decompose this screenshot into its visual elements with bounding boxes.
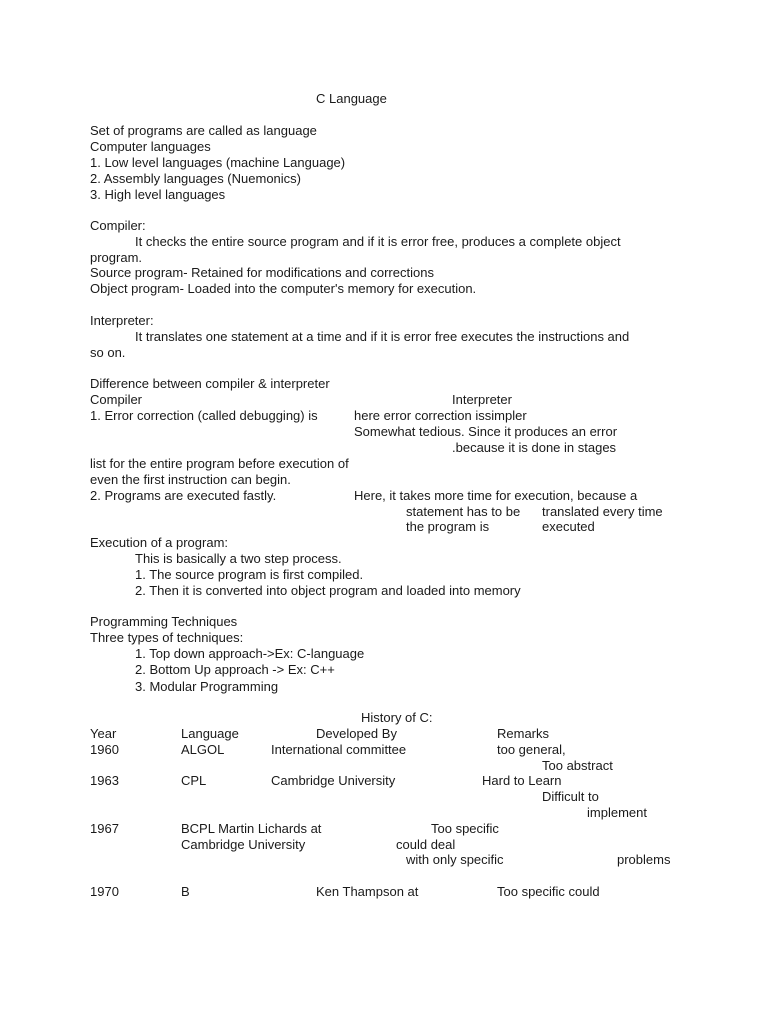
page-title: C Language xyxy=(316,91,387,106)
paragraph-line: This is basically a two step process. xyxy=(135,551,342,566)
table-cell: International committee xyxy=(271,742,407,757)
paragraph-line: Source program- Retained for modifications and corrections xyxy=(90,265,434,280)
table-cell: list for the entire program before execution of xyxy=(90,456,349,471)
list-item: 3. High level languages xyxy=(90,187,226,202)
list-item: 2. Bottom Up approach -> Ex: C++ xyxy=(135,662,335,677)
table-cell: BCPL Martin Lichards at xyxy=(181,821,322,836)
table-cell: .because it is done in stages xyxy=(452,440,617,455)
table-cell: here error correction issimpler xyxy=(354,408,527,423)
column-header-interpreter: Interpreter xyxy=(452,392,512,407)
table-cell: implement xyxy=(587,805,647,820)
section-heading-history: History of C: xyxy=(361,710,433,725)
table-cell: Cambridge University xyxy=(181,837,306,852)
table-cell: Here, it takes more time for execution, because a xyxy=(354,488,638,503)
table-cell: Somewhat tedious. Since it produces an error xyxy=(354,424,618,439)
list-item: 1. Low level languages (machine Language) xyxy=(90,155,346,170)
section-heading-interpreter: Interpreter: xyxy=(90,313,154,328)
column-header-year: Year xyxy=(90,726,117,741)
table-cell: Hard to Learn xyxy=(482,773,562,788)
paragraph-line: so on. xyxy=(90,345,126,360)
table-cell: 1970 xyxy=(90,884,119,899)
table-cell: ALGOL xyxy=(181,742,225,757)
list-item: 2. Assembly languages (Nuemonics) xyxy=(90,171,301,186)
list-item: 1. Top down approach->Ex: C-language xyxy=(135,646,365,661)
table-cell: with only specific xyxy=(406,852,504,867)
list-item: 2. Then it is converted into object program and loaded into memory xyxy=(135,583,521,598)
table-cell: B xyxy=(181,884,190,899)
table-cell: 2. Programs are executed fastly. xyxy=(90,488,277,503)
table-cell: 1. Error correction (called debugging) is xyxy=(90,408,318,423)
paragraph-line: Object program- Loaded into the computer's memory for execution. xyxy=(90,281,477,296)
table-cell: 1967 xyxy=(90,821,119,836)
table-cell: executed xyxy=(542,519,595,534)
table-cell: Ken Thampson at xyxy=(316,884,419,899)
section-heading-difference: Difference between compiler & interpreter xyxy=(90,376,330,391)
table-cell: Cambridge University xyxy=(271,773,396,788)
intro-line: Computer languages xyxy=(90,139,211,154)
paragraph-line: It checks the entire source program and if it is error free, produces a complete object xyxy=(135,234,621,249)
table-cell: Too abstract xyxy=(542,758,613,773)
table-cell: Too specific xyxy=(431,821,499,836)
table-cell: Difficult to xyxy=(542,789,599,804)
column-header-remarks: Remarks xyxy=(497,726,550,741)
table-cell: too general, xyxy=(497,742,566,757)
table-cell: statement has to be xyxy=(406,504,521,519)
paragraph-line: It translates one statement at a time and if it is error free executes the instructions and xyxy=(135,329,630,344)
section-heading-execution: Execution of a program: xyxy=(90,535,229,550)
table-cell: the program is xyxy=(406,519,490,534)
section-heading-compiler: Compiler: xyxy=(90,218,146,233)
column-header-developed-by: Developed By xyxy=(316,726,397,741)
table-cell: 1963 xyxy=(90,773,119,788)
table-cell: even the first instruction can begin. xyxy=(90,472,291,487)
intro-line: Set of programs are called as language xyxy=(90,123,317,138)
table-cell: Too specific could xyxy=(497,884,600,899)
list-item: 3. Modular Programming xyxy=(135,679,279,694)
table-cell: CPL xyxy=(181,773,207,788)
section-heading-techniques: Programming Techniques xyxy=(90,614,238,629)
table-cell: translated every time xyxy=(542,504,663,519)
table-cell: could deal xyxy=(396,837,456,852)
table-cell: problems xyxy=(617,852,671,867)
paragraph-line: program. xyxy=(90,250,143,265)
column-header-compiler: Compiler xyxy=(90,392,143,407)
paragraph-line: Three types of techniques: xyxy=(90,630,244,645)
list-item: 1. The source program is first compiled. xyxy=(135,567,364,582)
column-header-language: Language xyxy=(181,726,239,741)
table-cell: 1960 xyxy=(90,742,119,757)
